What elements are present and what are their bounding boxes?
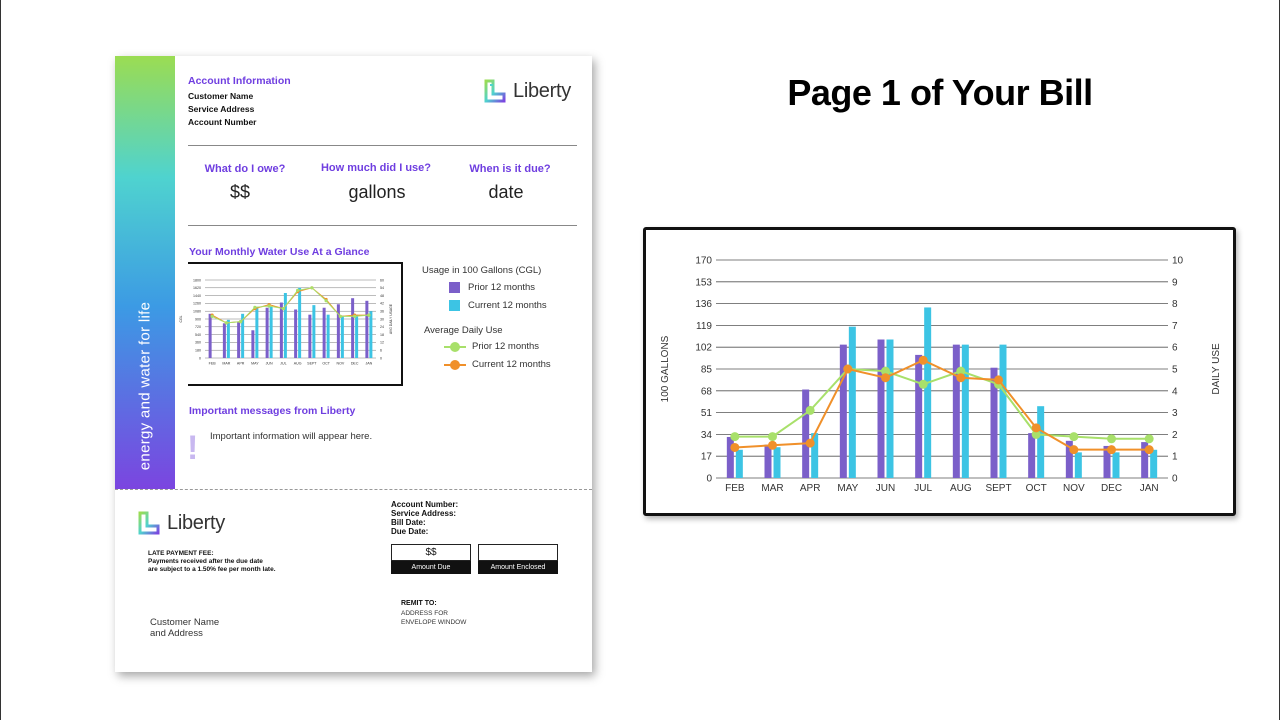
x-tick-label: NOV [1062, 483, 1085, 494]
bar-current [1113, 452, 1120, 478]
y2-tick-label: 36 [380, 309, 384, 314]
bar-current [327, 315, 330, 358]
legend-current-bar-label: Current 12 months [468, 300, 547, 311]
series-line-prior [735, 369, 1149, 439]
legend-daily-title: Average Daily Use [424, 325, 503, 336]
y-tick-label: 51 [700, 408, 712, 420]
x-tick-label: DEC [1100, 483, 1123, 494]
bar-prior [209, 314, 212, 358]
amount-due-box[interactable] [391, 544, 471, 573]
bar-current [887, 340, 894, 478]
use-answer: gallons [348, 182, 406, 202]
bar-current [284, 293, 287, 358]
y2-tick-label: 0 [380, 356, 382, 361]
line-point [253, 306, 256, 309]
y-tick-label: 540 [195, 332, 201, 337]
y2-tick-label: 6 [380, 348, 382, 353]
x-tick-label: JAN [365, 361, 373, 366]
y-tick-label: 136 [695, 299, 712, 311]
bar-current [369, 311, 372, 358]
x-tick-label: JAN [1139, 483, 1159, 494]
line-point [919, 356, 928, 365]
y2-tick-label: 2 [1172, 429, 1178, 441]
line-point [1107, 434, 1116, 443]
legend-current-bar-swatch [449, 300, 460, 311]
x-tick-label: JUL [914, 483, 933, 494]
y-tick-label: 170 [695, 255, 712, 267]
y2-tick-label: 0 [1172, 473, 1178, 485]
bar-current [312, 305, 315, 358]
bar-current [1000, 345, 1007, 478]
y2-tick-label: 1 [1172, 451, 1178, 463]
y2-axis-label: AVG DAILY USAGE [389, 303, 393, 335]
stub-label-due-date: Due Date: [391, 527, 429, 536]
due-answer: date [488, 182, 524, 202]
bar-current [924, 307, 931, 478]
y2-tick-label: 10 [1172, 255, 1184, 267]
y2-tick-label: 5 [1172, 364, 1178, 376]
account-info-title: Account Information [188, 75, 291, 87]
small-usage-chart [176, 272, 396, 376]
liberty-logo-icon [483, 78, 509, 104]
bar-current [774, 447, 781, 478]
bar-current [1150, 450, 1157, 478]
legend-current-line-label: Current 12 months [472, 359, 551, 370]
bar-current [341, 316, 344, 358]
legend-current-line-marker [444, 360, 466, 370]
legend-usage-title: Usage in 100 Gallons (CGL) [422, 265, 542, 276]
bar-prior [223, 323, 226, 358]
bar-prior [365, 301, 368, 358]
stub-label-bill-date: Bill Date: [391, 518, 426, 527]
bar-prior [308, 315, 311, 358]
bar-current [255, 307, 258, 358]
legend-prior-bar-swatch [449, 282, 460, 293]
use-question: How much did I use? [320, 162, 431, 174]
x-tick-label: NOV [336, 361, 345, 366]
y-tick-label: 900 [195, 317, 201, 322]
bar-current [355, 315, 358, 358]
line-point [768, 441, 777, 450]
stub-label-address: Service Address: [391, 509, 457, 518]
amount-due-value: $$ [391, 544, 471, 561]
x-tick-label: OCT [1025, 483, 1047, 494]
line-point [211, 315, 214, 318]
divider-1 [188, 145, 577, 146]
x-tick-label: AUG [293, 361, 302, 366]
bar-prior [953, 345, 960, 478]
y2-tick-label: 9 [1172, 277, 1178, 289]
y-tick-label: 1620 [193, 286, 201, 291]
x-tick-label: JUN [875, 483, 896, 494]
legend-prior-line-marker [444, 342, 466, 352]
amount-enclosed-box[interactable] [478, 544, 558, 573]
line-point [956, 373, 965, 382]
late-fee-title: LATE PAYMENT FEE: [148, 550, 214, 557]
legend-prior-line-label: Prior 12 months [472, 341, 540, 352]
y2-tick-label: 42 [380, 301, 384, 306]
amount-enclosed-label: Amount Enclosed [478, 561, 558, 574]
left-edge-line [0, 0, 1, 720]
x-tick-label: SEPT [985, 483, 1012, 494]
y2-tick-label: 6 [1172, 342, 1178, 354]
x-tick-label: APR [799, 483, 821, 494]
y-tick-label: 1080 [193, 309, 201, 314]
x-tick-label: SEPT [307, 361, 317, 366]
line-point [296, 289, 299, 292]
gradient-side-band [115, 56, 175, 489]
late-fee-text-1: Payments received after the due date [148, 558, 263, 565]
x-tick-label: MAY [837, 483, 859, 494]
remit-title: REMIT TO: [401, 600, 437, 607]
liberty-logo-top [483, 78, 571, 104]
line-point [730, 443, 739, 452]
bar-prior [727, 437, 734, 478]
bar-prior [280, 303, 283, 358]
series-line-current [212, 288, 369, 323]
y2-tick-label: 3 [1172, 408, 1178, 420]
amount-enclosed-input[interactable] [478, 544, 558, 561]
legend-prior-bar [449, 282, 535, 293]
series-line-current [735, 360, 1149, 449]
y-tick-label: 34 [700, 429, 712, 441]
legend-current-line [444, 359, 551, 370]
x-tick-label: JUL [280, 361, 287, 366]
owe-question: What do I owe? [204, 163, 286, 175]
liberty-logo-stub [137, 510, 225, 536]
line-point [881, 373, 890, 382]
line-point [1145, 445, 1154, 454]
bar-prior [1028, 433, 1035, 478]
y2-axis-label: DAILY USE [1211, 343, 1222, 395]
large-usage-chart [646, 230, 1233, 513]
bar-current [849, 327, 856, 478]
y-axis-label: 100 GALLONS [660, 335, 671, 403]
y-tick-label: 0 [706, 473, 712, 485]
bar-prior [802, 390, 809, 478]
line-point [325, 299, 328, 302]
bar-current [270, 307, 273, 358]
bar-current [227, 320, 230, 358]
line-point [843, 365, 852, 374]
bar-prior [251, 330, 254, 358]
divider-2 [188, 225, 577, 226]
x-tick-label: MAY [251, 361, 259, 366]
bar-prior [323, 308, 326, 358]
y2-tick-label: 48 [380, 293, 384, 298]
x-tick-label: APR [236, 361, 245, 366]
account-line-customer: Customer Name [188, 91, 254, 101]
line-point [919, 380, 928, 389]
y-tick-label: 720 [195, 325, 201, 330]
legend-prior-line [444, 341, 539, 352]
x-tick-label: MAR [222, 361, 231, 366]
band-tagline: energy and water for life [136, 301, 154, 471]
y2-tick-label: 7 [1172, 320, 1178, 332]
remit-line-2: ENVELOPE WINDOW [401, 619, 467, 626]
stub-label-account: Account Number: [391, 500, 459, 509]
line-point [1069, 432, 1078, 441]
late-fee-text-2: are subject to a 1.50% fee per month late. [148, 566, 276, 573]
bar-prior [840, 345, 847, 478]
usage-title: Your Monthly Water Use At a Glance [189, 246, 370, 258]
customer-name-line: Customer Name [150, 617, 220, 628]
y-tick-label: 180 [195, 348, 201, 353]
y2-tick-label: 60 [380, 278, 384, 283]
legend-prior-bar-label: Prior 12 months [468, 282, 536, 293]
line-point [268, 304, 271, 307]
line-point [1032, 423, 1041, 432]
y-tick-label: 119 [696, 320, 712, 332]
line-point [1107, 445, 1116, 454]
y-tick-label: 153 [695, 277, 712, 289]
line-point [225, 321, 228, 324]
y2-tick-label: 4 [1172, 386, 1178, 398]
bar-prior [266, 308, 269, 358]
bar-current [962, 345, 969, 478]
account-line-address: Service Address [188, 104, 255, 114]
y-tick-label: 1260 [193, 301, 201, 306]
x-tick-label: AUG [949, 483, 972, 494]
y-axis-label: CGL [179, 315, 183, 323]
y-tick-label: 0 [199, 356, 201, 361]
due-question: When is it due? [469, 163, 551, 175]
account-line-number: Account Number [188, 117, 257, 127]
liberty-logo-text: Liberty [513, 79, 571, 102]
y2-tick-label: 18 [380, 332, 384, 337]
line-point [806, 439, 815, 448]
x-tick-label: DEC [350, 361, 359, 366]
line-point [806, 406, 815, 415]
y2-tick-label: 24 [380, 325, 384, 330]
page-heading: Page 1 of Your Bill [787, 72, 1093, 113]
series-line-prior [212, 288, 369, 323]
bar-current [1037, 406, 1044, 478]
bar-current [298, 288, 301, 358]
y-tick-label: 17 [700, 451, 712, 463]
line-point [239, 320, 242, 323]
y-tick-label: 1800 [193, 278, 201, 283]
line-point [768, 432, 777, 441]
line-point [730, 432, 739, 441]
amount-due-label: Amount Due [391, 561, 471, 574]
line-point [282, 307, 285, 310]
x-tick-label: FEB [725, 483, 745, 494]
line-point [310, 286, 313, 289]
y-tick-label: 85 [700, 364, 712, 376]
bar-current [736, 450, 743, 478]
bar-prior [878, 340, 885, 478]
tear-line [115, 489, 592, 490]
liberty-logo-stub-text: Liberty [167, 511, 225, 534]
x-tick-label: JUN [265, 361, 273, 366]
y-tick-label: 102 [695, 342, 712, 354]
line-point [1145, 434, 1154, 443]
bar-prior [765, 445, 772, 478]
bar-current [1075, 452, 1082, 478]
x-tick-label: MAR [761, 483, 784, 494]
y2-tick-label: 12 [380, 340, 384, 345]
line-point [994, 375, 1003, 384]
liberty-logo-stub-icon [137, 510, 163, 536]
x-tick-label: OCT [322, 361, 330, 366]
customer-address-line: and Address [150, 628, 203, 639]
y-tick-label: 68 [700, 386, 712, 398]
alert-icon: ! [187, 429, 199, 467]
x-tick-label: FEB [208, 361, 216, 366]
y2-tick-label: 30 [380, 317, 384, 322]
messages-title: Important messages from Liberty [189, 405, 356, 417]
bar-prior [237, 322, 240, 358]
line-point [353, 315, 356, 318]
line-point [339, 315, 342, 318]
bar-prior [351, 298, 354, 358]
messages-text: Important information will appear here. [210, 431, 373, 442]
bar-prior [294, 309, 297, 358]
line-point [1069, 445, 1078, 454]
y-tick-label: 1440 [193, 293, 201, 298]
y-tick-label: 360 [195, 340, 201, 345]
legend-current-bar [449, 300, 547, 311]
y2-tick-label: 8 [1172, 299, 1178, 311]
owe-answer: $$ [229, 182, 251, 202]
y2-tick-label: 54 [380, 286, 384, 291]
bar-prior [915, 355, 922, 478]
line-point [367, 314, 370, 317]
remit-line-1: ADDRESS FOR [401, 610, 448, 617]
